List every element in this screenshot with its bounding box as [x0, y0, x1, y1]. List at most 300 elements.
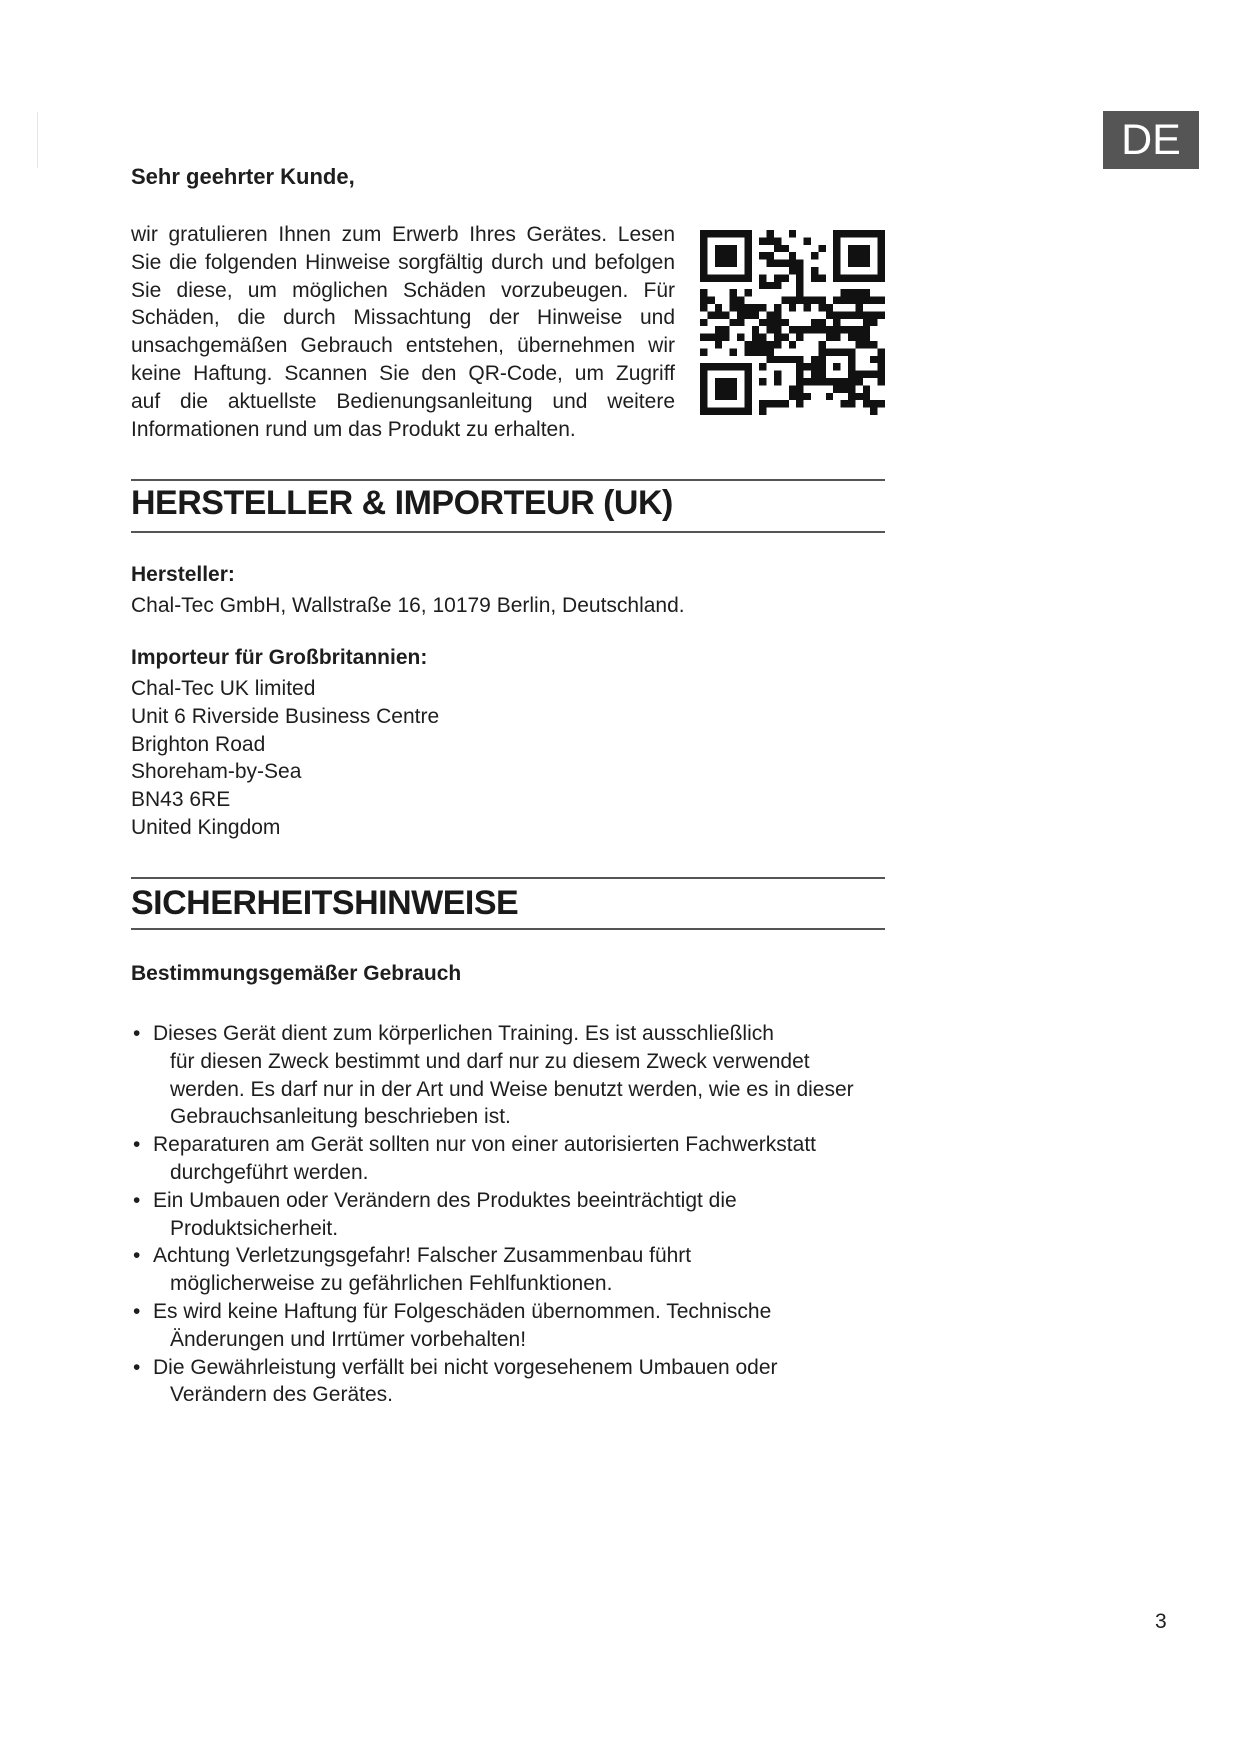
qr-module	[722, 408, 729, 415]
qr-module	[796, 297, 803, 304]
qr-module	[796, 289, 803, 296]
qr-module	[841, 348, 848, 355]
qr-module	[818, 378, 825, 385]
qr-module	[730, 297, 737, 304]
qr-module	[878, 237, 885, 244]
qr-module	[789, 297, 796, 304]
qr-module	[700, 230, 707, 237]
address-line: Shoreham-by-Sea	[131, 760, 302, 784]
qr-module	[767, 356, 774, 363]
qr-module	[863, 326, 870, 333]
qr-module	[863, 230, 870, 237]
qr-module	[878, 274, 885, 281]
qr-module	[878, 260, 885, 267]
qr-module	[767, 252, 774, 259]
qr-module	[841, 400, 848, 407]
qr-module	[863, 311, 870, 318]
qr-module	[863, 260, 870, 267]
qr-module	[848, 260, 855, 267]
qr-module	[759, 237, 766, 244]
qr-module	[767, 400, 774, 407]
qr-module	[804, 304, 811, 311]
qr-module	[759, 304, 766, 311]
qr-module	[818, 356, 825, 363]
qr-module	[878, 371, 885, 378]
section-rule-bottom	[131, 928, 885, 930]
qr-module	[744, 378, 751, 385]
qr-module	[781, 245, 788, 252]
qr-module	[841, 326, 848, 333]
qr-module	[700, 289, 707, 296]
qr-module	[833, 245, 840, 252]
qr-module	[789, 260, 796, 267]
qr-module	[744, 341, 751, 348]
qr-module	[870, 400, 877, 407]
qr-module	[707, 363, 714, 370]
qr-module	[730, 304, 737, 311]
qr-module	[774, 304, 781, 311]
qr-module	[715, 341, 722, 348]
intro-paragraph	[131, 221, 675, 443]
bullet-icon: •	[133, 1188, 141, 1212]
qr-module	[774, 245, 781, 252]
qr-module	[848, 371, 855, 378]
qr-module	[811, 326, 818, 333]
qr-module	[730, 363, 737, 370]
qr-module	[855, 326, 862, 333]
qr-module	[700, 400, 707, 407]
qr-module	[841, 289, 848, 296]
qr-module	[811, 378, 818, 385]
qr-module	[826, 326, 833, 333]
qr-module	[722, 311, 729, 318]
qr-module	[826, 348, 833, 355]
qr-module	[804, 363, 811, 370]
qr-module	[841, 385, 848, 392]
qr-module	[774, 311, 781, 318]
qr-module	[848, 274, 855, 281]
manufacturer-label: Hersteller:	[131, 563, 235, 586]
qr-module	[796, 385, 803, 392]
qr-module	[796, 363, 803, 370]
qr-module	[870, 356, 877, 363]
qr-module	[767, 282, 774, 289]
qr-module	[818, 245, 825, 252]
address-line: Chal-Tec UK limited	[131, 677, 316, 700]
qr-module	[781, 274, 788, 281]
bullet-icon: •	[133, 1022, 141, 1045]
qr-module	[863, 371, 870, 378]
qr-module	[752, 334, 759, 341]
qr-module	[744, 260, 751, 267]
qr-module	[804, 297, 811, 304]
qr-module	[744, 237, 751, 244]
qr-module	[774, 282, 781, 289]
qr-module	[730, 230, 737, 237]
qr-module	[767, 237, 774, 244]
qr-module	[737, 334, 744, 341]
qr-module	[863, 385, 870, 392]
qr-module	[730, 319, 737, 326]
qr-module	[841, 297, 848, 304]
qr-module	[774, 237, 781, 244]
qr-module	[789, 304, 796, 311]
qr-module	[737, 297, 744, 304]
qr-module	[744, 371, 751, 378]
qr-module	[826, 393, 833, 400]
qr-module	[781, 356, 788, 363]
safety-bullet-list	[131, 1020, 891, 1409]
qr-module	[878, 363, 885, 370]
qr-module	[826, 311, 833, 318]
qr-module	[722, 326, 729, 333]
qr-module	[737, 408, 744, 415]
section-rule-bottom	[131, 531, 885, 533]
qr-module	[863, 274, 870, 281]
qr-module	[730, 260, 737, 267]
qr-module	[855, 274, 862, 281]
section-heading-safety: SICHERHEITSHINWEISE	[131, 884, 519, 922]
qr-module	[878, 230, 885, 237]
qr-module	[759, 319, 766, 326]
safety-subheading: Bestimmungsgemäßer Gebrauch	[131, 962, 462, 985]
qr-module	[752, 311, 759, 318]
qr-module	[848, 356, 855, 363]
qr-module	[878, 400, 885, 407]
qr-module	[796, 378, 803, 385]
qr-module	[818, 371, 825, 378]
intro-line: Informationen rund um das Produkt zu erhalten.	[131, 417, 576, 441]
qr-module	[878, 252, 885, 259]
intro-line: keine Haftung. Scannen Sie den QR-Code, um Zugriff	[131, 361, 675, 385]
qr-module	[722, 363, 729, 370]
qr-module	[730, 385, 737, 392]
qr-module	[818, 326, 825, 333]
qr-module	[715, 378, 722, 385]
qr-module	[818, 348, 825, 355]
qr-module	[804, 326, 811, 333]
qr-module	[833, 326, 840, 333]
qr-module	[744, 304, 751, 311]
qr-module	[722, 393, 729, 400]
qr-module	[789, 356, 796, 363]
qr-module	[707, 311, 714, 318]
qr-module	[767, 319, 774, 326]
qr-module	[848, 311, 855, 318]
qr-module	[878, 348, 885, 355]
qr-module	[759, 274, 766, 281]
qr-module	[700, 348, 707, 355]
qr-module	[752, 304, 759, 311]
qr-module	[826, 304, 833, 311]
qr-module	[774, 400, 781, 407]
qr-module	[804, 237, 811, 244]
qr-module	[715, 385, 722, 392]
qr-module	[848, 385, 855, 392]
qr-module	[878, 356, 885, 363]
qr-module	[700, 334, 707, 341]
qr-module	[737, 274, 744, 281]
qr-module	[818, 297, 825, 304]
qr-module	[700, 297, 707, 304]
bullet-icon: •	[133, 1299, 141, 1323]
importer-address	[131, 675, 439, 842]
qr-module	[789, 326, 796, 333]
qr-module	[870, 230, 877, 237]
qr-module	[715, 245, 722, 252]
list-item: • Ein Umbauen oder Verändern des Produktes beeinträchtigt die Produktsicherheit.	[133, 1188, 737, 1240]
qr-module	[744, 252, 751, 259]
list-item: • Reparaturen am Gerät sollten nur von einer autorisierten Fachwerkstatt durchgeführt werden.	[133, 1133, 816, 1184]
qr-module	[700, 237, 707, 244]
qr-module	[744, 385, 751, 392]
qr-module	[767, 260, 774, 267]
qr-module	[744, 289, 751, 296]
qr-module	[811, 267, 818, 274]
qr-module	[833, 348, 840, 355]
intro-line: wir gratulieren Ihnen zum Erwerb Ihres Gerätes. Lesen	[131, 223, 675, 246]
qr-module	[855, 260, 862, 267]
qr-module	[796, 334, 803, 341]
qr-module	[863, 393, 870, 400]
bullet-icon: •	[133, 1244, 141, 1268]
qr-module	[700, 385, 707, 392]
qr-module	[833, 230, 840, 237]
qr-module	[744, 348, 751, 355]
qr-module	[752, 348, 759, 355]
qr-module	[818, 363, 825, 370]
qr-module	[833, 274, 840, 281]
qr-module	[744, 230, 751, 237]
qr-module	[796, 400, 803, 407]
importer-label: Importeur für Großbritannien:	[131, 646, 428, 669]
qr-module	[833, 267, 840, 274]
qr-module	[715, 334, 722, 341]
list-item: • Die Gewährleistung verfällt bei nicht vorgesehenem Umbauen oder Verändern des Gerätes.	[133, 1355, 778, 1407]
qr-module	[848, 252, 855, 259]
qr-module	[781, 334, 788, 341]
qr-module	[759, 378, 766, 385]
qr-module	[730, 378, 737, 385]
qr-module	[789, 393, 796, 400]
qr-module	[767, 326, 774, 333]
qr-module	[870, 341, 877, 348]
qr-module	[774, 319, 781, 326]
qr-module	[833, 297, 840, 304]
list-item: • Achtung Verletzungsgefahr! Falscher Zusammenbau führt möglicherweise zu gefährlichen Fehlfunktionen.	[133, 1244, 692, 1296]
qr-module	[833, 378, 840, 385]
qr-module	[744, 363, 751, 370]
list-item: • Es wird keine Haftung für Folgeschäden übernommen. Technische Änderungen und Irrtümer vorbehalten!	[133, 1299, 772, 1351]
qr-module	[878, 245, 885, 252]
qr-module	[700, 260, 707, 267]
qr-module	[848, 230, 855, 237]
qr-module	[730, 348, 737, 355]
qr-module	[796, 371, 803, 378]
qr-module	[841, 311, 848, 318]
qr-module	[811, 371, 818, 378]
qr-module	[855, 311, 862, 318]
qr-module	[811, 252, 818, 259]
intro-line: Sie die folgenden Hinweise sorgfältig durch und befolgen	[131, 250, 675, 274]
qr-module	[789, 230, 796, 237]
qr-module	[818, 319, 825, 326]
qr-module	[700, 371, 707, 378]
qr-module	[789, 341, 796, 348]
qr-module	[870, 408, 877, 415]
qr-module	[870, 274, 877, 281]
bullet-icon: •	[133, 1355, 141, 1379]
qr-module	[833, 260, 840, 267]
qr-module	[767, 341, 774, 348]
qr-module	[752, 341, 759, 348]
qr-module	[774, 341, 781, 348]
qr-module	[700, 319, 707, 326]
qr-module	[848, 326, 855, 333]
qr-module	[700, 304, 707, 311]
qr-module	[767, 348, 774, 355]
qr-module	[759, 252, 766, 259]
qr-module	[744, 245, 751, 252]
address-line: Unit 6 Riverside Business Centre	[131, 704, 440, 728]
qr-module	[870, 319, 877, 326]
qr-module	[722, 260, 729, 267]
qr-module	[707, 297, 714, 304]
qr-module	[715, 304, 722, 311]
qr-module	[767, 311, 774, 318]
qr-module	[774, 371, 781, 378]
qr-module	[759, 400, 766, 407]
intro-line: Schäden, die durch Missachtung der Hinweise und	[131, 306, 675, 330]
qr-module	[789, 385, 796, 392]
qr-module	[737, 363, 744, 370]
qr-module	[863, 319, 870, 326]
qr-module	[841, 274, 848, 281]
qr-module	[715, 252, 722, 259]
qr-module	[744, 400, 751, 407]
qr-module	[811, 363, 818, 370]
qr-module	[730, 408, 737, 415]
qr-module	[855, 252, 862, 259]
qr-module	[700, 378, 707, 385]
qr-module	[774, 274, 781, 281]
qr-module	[818, 304, 825, 311]
qr-module	[826, 334, 833, 341]
page-number: 3	[1155, 1610, 1167, 1633]
qr-module	[774, 356, 781, 363]
address-line: Brighton Road	[131, 732, 266, 756]
qr-module	[759, 348, 766, 355]
qr-module	[744, 393, 751, 400]
qr-module	[722, 245, 729, 252]
greeting: Sehr geehrter Kunde,	[131, 164, 355, 189]
list-item: • Dieses Gerät dient zum körperlichen Training. Es ist ausschließlich für diesen Zweck bestimmt und darf nur zu diesem Zweck verwendet werden. Es darf nur in der Art und Weise benutzt werden, wie es in dieser Gebrauchsanleitung beschrieben ist.	[133, 1022, 854, 1129]
qr-module	[767, 230, 774, 237]
qr-module	[826, 378, 833, 385]
qr-module	[737, 319, 744, 326]
qr-module	[833, 319, 840, 326]
qr-module	[737, 230, 744, 237]
qr-module	[774, 378, 781, 385]
qr-module	[818, 341, 825, 348]
qr-module	[759, 341, 766, 348]
qr-module	[833, 311, 840, 318]
qr-module	[700, 408, 707, 415]
language-tab: DE	[1103, 111, 1199, 169]
qr-module	[722, 385, 729, 392]
qr-module	[848, 400, 855, 407]
qr-module	[863, 289, 870, 296]
qr-module	[878, 378, 885, 385]
qr-module	[855, 297, 862, 304]
qr-module	[811, 356, 818, 363]
qr-module	[863, 341, 870, 348]
qr-module	[722, 334, 729, 341]
qr-module	[774, 334, 781, 341]
qr-module	[730, 245, 737, 252]
intro-line: unsachgemäßen Gebrauch entstehen, übernehmen wir	[131, 334, 675, 358]
qr-module	[848, 289, 855, 296]
qr-module	[722, 274, 729, 281]
section-rule-top	[131, 877, 885, 879]
qr-module	[870, 371, 877, 378]
qr-module	[833, 252, 840, 259]
qr-module	[855, 371, 862, 378]
qr-module	[878, 311, 885, 318]
qr-module	[744, 267, 751, 274]
qr-module	[863, 297, 870, 304]
qr-module	[715, 393, 722, 400]
qr-module	[715, 363, 722, 370]
qr-module	[833, 385, 840, 392]
qr-module	[744, 408, 751, 415]
qr-module	[855, 393, 862, 400]
qr-module	[715, 260, 722, 267]
intro-line: auf die aktuellste Bedienungsanleitung und weitere	[131, 389, 675, 413]
qr-module	[811, 319, 818, 326]
qr-module	[789, 267, 796, 274]
qr-module	[855, 304, 862, 311]
qr-module	[841, 230, 848, 237]
qr-module	[833, 363, 840, 370]
qr-module	[759, 334, 766, 341]
qr-module	[722, 252, 729, 259]
qr-module	[855, 245, 862, 252]
qr-module	[841, 378, 848, 385]
qr-module	[707, 230, 714, 237]
qr-module	[715, 408, 722, 415]
qr-module	[848, 348, 855, 355]
qr-module	[855, 378, 862, 385]
qr-module	[811, 297, 818, 304]
qr-module	[774, 260, 781, 267]
qr-module	[848, 297, 855, 304]
qr-module	[855, 334, 862, 341]
qr-module	[774, 326, 781, 333]
qr-module	[804, 378, 811, 385]
qr-module	[759, 282, 766, 289]
qr-code-icon	[700, 230, 885, 415]
qr-module	[796, 282, 803, 289]
qr-module	[863, 245, 870, 252]
qr-module	[744, 311, 751, 318]
address-line: BN43 6RE	[131, 788, 231, 812]
qr-module	[863, 400, 870, 407]
qr-module	[811, 274, 818, 281]
qr-module	[863, 252, 870, 259]
address-line: United Kingdom	[131, 815, 281, 839]
qr-module	[707, 274, 714, 281]
